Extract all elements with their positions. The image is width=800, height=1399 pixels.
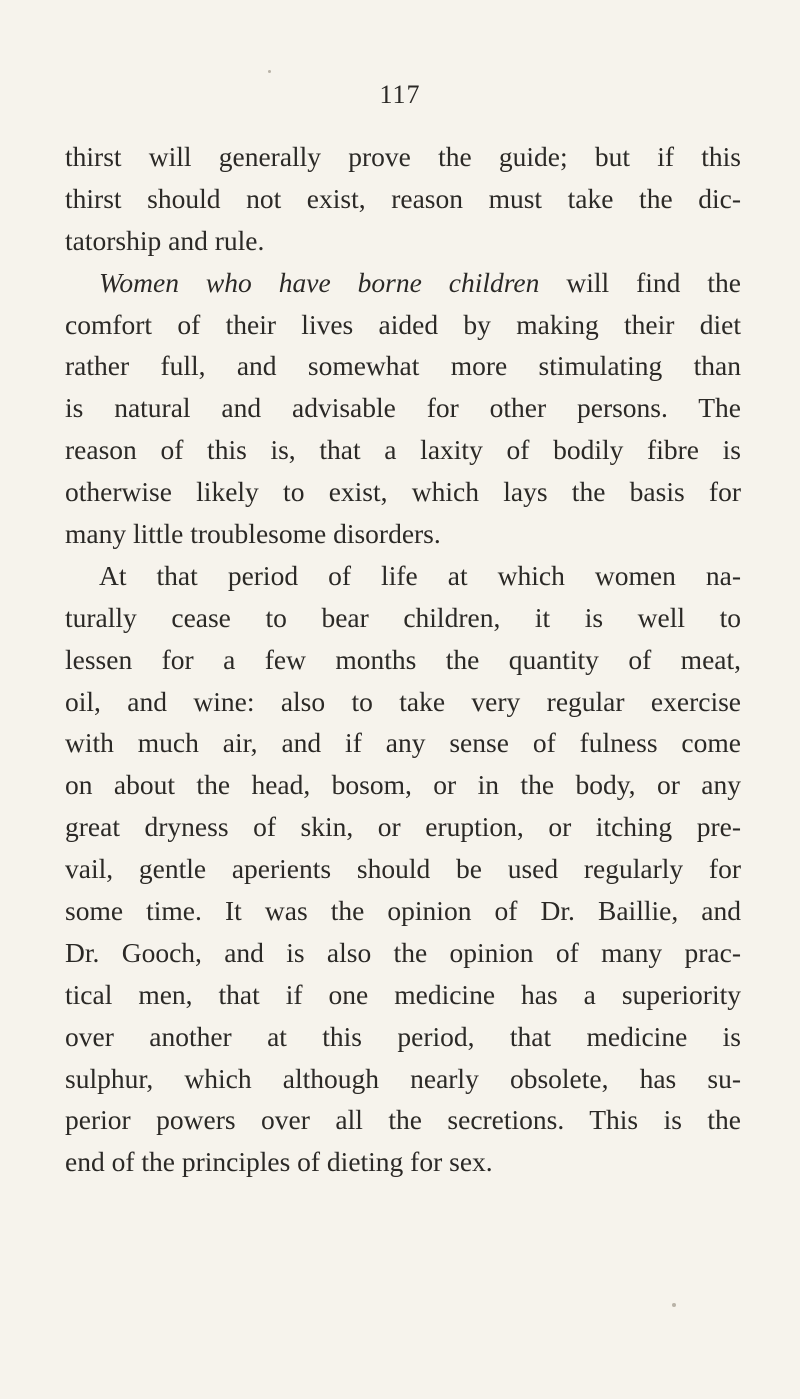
text-line-remainder: will find the [539,266,741,298]
text-line: over another at this period, that medicine is [65,1020,741,1052]
text-line: perior powers over all the secretions. This is the [65,1104,741,1136]
text-line: rather full, and somewhat more stimulating than [65,350,741,382]
text-line: some time. It was the opinion of Dr. Baillie, and [65,895,741,927]
text-line: vail, gentle aperients should be used regularly for [65,853,741,885]
text-line: thirst should not exist, reason must take the dic- [65,182,741,214]
body-text [65,136,741,1183]
paper-speck [672,1303,676,1307]
text-line: with much air, and if any sense of fulness come [65,727,741,759]
text-line: tical men, that if one medicine has a superiority [65,978,741,1010]
text-line-with-emphasis [65,262,741,304]
text-line: tatorship and rule. [65,224,265,256]
text-line: is natural and advisable for other persons. The [65,392,741,424]
text-line: on about the head, bosom, or in the body, or any [65,769,741,801]
text-line: great dryness of skin, or eruption, or itching pre- [65,811,741,843]
text-line: otherwise likely to exist, which lays the basis for [65,476,741,508]
text-line: reason of this is, that a laxity of bodily fibre is [65,434,741,466]
page-number: 117 [379,80,421,109]
text-line: sulphur, which although nearly obsolete, has su- [65,1062,741,1094]
paper-speck [268,70,271,73]
text-line: turally cease to bear children, it is well to [65,601,741,633]
text-line: oil, and wine: also to take very regular exercise [65,685,741,717]
emphasized-phrase: Women who have borne children [99,266,540,298]
text-line: lessen for a few months the quantity of meat, [65,643,741,675]
text-line: end of the principles of dieting for sex. [65,1146,493,1178]
text-line: Dr. Gooch, and is also the opinion of many prac- [65,936,741,968]
text-line: thirst will generally prove the guide; but if this [65,141,741,172]
text-line: At that period of life at which women na- [99,559,741,591]
text-line: many little troublesome disorders. [65,518,441,550]
text-line: comfort of their lives aided by making their diet [65,308,741,340]
